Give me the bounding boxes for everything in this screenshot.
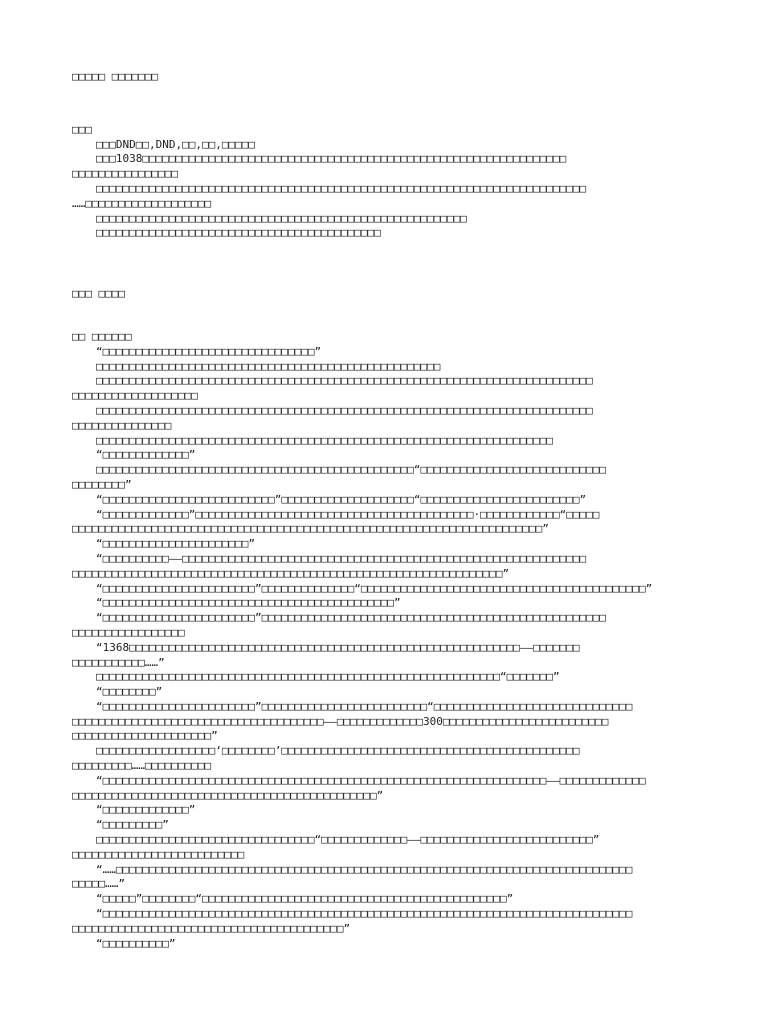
section2-line-25: □□□□□□□□□□□□□□□□□□□□□□□□□□□□□□□□□□□□□□——□□□□□□□□□□□□□300□□□□□□□□□□□□□□□□□□□□□□□□□: [72, 714, 609, 728]
section2-line-27: □□□□□□□□□□□□□□□□□□‘□□□□□□□□’□□□□□□□□□□□□□□□□□□□□□□□□□□□□□□□□□□□□□□□□□□□□□: [96, 744, 580, 758]
section2-line-10: “□□□□□□□□□□□□□□□□□□□□□□□□□□”□□□□□□□□□□□□□□□□□□□□“□□□□□□□□□□□□□□□□□□□□□□□□”: [96, 492, 587, 506]
section2-line-34: □□□□□□□□□□□□□□□□□□□□□□□□□□: [72, 847, 245, 861]
section1-line-6: □□□□□□□□□□□□□□□□□□□□□□□□□□□□□□□□□□□□□□□□□□□: [96, 226, 381, 240]
section2-line-32: “□□□□□□□□□”: [96, 818, 169, 832]
section2-line-3: □□□□□□□□□□□□□□□□□□□: [72, 389, 198, 403]
section2-line-0: “□□□□□□□□□□□□□□□□□□□□□□□□□□□□□□□□”: [96, 344, 322, 358]
section2-line-24: “□□□□□□□□□□□□□□□□□□□□□□□”□□□□□□□□□□□□□□□□□□□□□□□□□“□□□□□□□□□□□□□□□□□□□□□□□□□□□□□□: [96, 699, 633, 713]
section2-line-8: □□□□□□□□□□□□□□□□□□□□□□□□□□□□□□□□□□□□□□□□□□□□□□□□“□□□□□□□□□□□□□□□□□□□□□□□□□□□□: [96, 463, 606, 477]
section2-line-37: “□□□□□”□□□□□□□□“□□□□□□□□□□□□□□□□□□□□□□□□□□□□□□□□□□□□□□□□□□□□□□”: [96, 892, 514, 906]
section2-line-22: □□□□□□□□□□□□□□□□□□□□□□□□□□□□□□□□□□□□□□□□□□□□□□□□□□□□□□□□□□□□□“□□□□□□□”: [96, 670, 560, 684]
section2-subheading: □□ □□□□□□: [72, 329, 132, 343]
section2-line-39: □□□□□□□□□□□□□□□□□□□□□□□□□□□□□□□□□□□□□□□□□”: [72, 921, 351, 935]
section2-line-7: “□□□□□□□□□□□□□”: [96, 448, 196, 462]
section2-line-16: “□□□□□□□□□□□□□□□□□□□□□□□”□□□□□□□□□□□□□□“□□□□□□□□□□□□□□□□□□□□□□□□□□□□□□□□□□□□□□□□□□□”: [96, 581, 653, 595]
section2-line-35: “……□□□□□□□□□□□□□□□□□□□□□□□□□□□□□□□□□□□□□□□□□□□□□□□□□□□□□□□□□□□□□□□□□□□□□□□□□□□□□□: [96, 862, 633, 876]
section2-line-26: □□□□□□□□□□□□□□□□□□□□□”: [72, 729, 218, 743]
section1-line-3: □□□□□□□□□□□□□□□□□□□□□□□□□□□□□□□□□□□□□□□□□□□□□□□□□□□□□□□□□□□□□□□□□□□□□□□□□□: [96, 181, 587, 195]
section2-line-14: “□□□□□□□□□□——□□□□□□□□□□□□□□□□□□□□□□□□□□□□□□□□□□□□□□□□□□□□□□□□□□□□□□□□□□□□□: [96, 551, 587, 565]
section1-line-5: □□□□□□□□□□□□□□□□□□□□□□□□□□□□□□□□□□□□□□□□□□□□□□□□□□□□□□□□: [96, 211, 467, 225]
section1-heading: □□□: [72, 122, 92, 136]
section1-line-4: ……□□□□□□□□□□□□□□□□□□□: [72, 196, 212, 210]
section2-line-2: □□□□□□□□□□□□□□□□□□□□□□□□□□□□□□□□□□□□□□□□□□□□□□□□□□□□□□□□□□□□□□□□□□□□□□□□□□□: [96, 374, 593, 388]
section2-line-21: □□□□□□□□□□□……”: [72, 655, 165, 669]
document-page: [72, 70, 697, 951]
section2-line-9: □□□□□□□□”: [72, 477, 132, 491]
section2-line-23: “□□□□□□□□”: [96, 685, 163, 699]
section2-line-29: “□□□□□□□□□□□□□□□□□□□□□□□□□□□□□□□□□□□□□□□□□□□□□□□□□□□□□□□□□□□□□□□□□□□——□□□□□□□□□□□□□: [96, 773, 646, 787]
section2-line-15: □□□□□□□□□□□□□□□□□□□□□□□□□□□□□□□□□□□□□□□□□□□□□□□□□□□□□□□□□□□□□□□□□”: [72, 566, 510, 580]
section2-line-38: “□□□□□□□□□□□□□□□□□□□□□□□□□□□□□□□□□□□□□□□□□□□□□□□□□□□□□□□□□□□□□□□□□□□□□□□□□□□□□□□□: [96, 907, 633, 921]
section2-line-31: “□□□□□□□□□□□□□”: [96, 803, 196, 817]
section2-line-13: “□□□□□□□□□□□□□□□□□□□□□□”: [96, 537, 255, 551]
section1-line-0: □□□DND□□,DND,□□,□□,□□□□□: [96, 137, 255, 151]
document-title: □□□□□ □□□□□□□: [72, 70, 159, 83]
section2-line-40: “□□□□□□□□□□”: [96, 936, 176, 950]
section2-line-4: □□□□□□□□□□□□□□□□□□□□□□□□□□□□□□□□□□□□□□□□□□□□□□□□□□□□□□□□□□□□□□□□□□□□□□□□□□□: [96, 403, 593, 417]
section2-line-30: □□□□□□□□□□□□□□□□□□□□□□□□□□□□□□□□□□□□□□□□□□□□□□”: [72, 788, 384, 802]
section2-line-5: □□□□□□□□□□□□□□□: [72, 418, 172, 432]
section2-line-11: “□□□□□□□□□□□□□”□□□□□□□□□□□□□□□□□□□□□□□□□□□□□□□□□□□□□□□□□□·□□□□□□□□□□□□“□□□□□: [96, 507, 600, 521]
section2-line-17: “□□□□□□□□□□□□□□□□□□□□□□□□□□□□□□□□□□□□□□□□□□□□”: [96, 596, 401, 610]
section1-line-2: □□□□□□□□□□□□□□□□: [72, 167, 178, 181]
section2-line-19: □□□□□□□□□□□□□□□□□: [72, 625, 185, 639]
section1-line-1: □□□1038□□□□□□□□□□□□□□□□□□□□□□□□□□□□□□□□□□□□□□□□□□□□□□□□□□□□□□□□□□□□□□□□: [96, 152, 567, 166]
section2-line-28: □□□□□□□□□……□□□□□□□□□□: [72, 759, 212, 773]
section2-line-6: □□□□□□□□□□□□□□□□□□□□□□□□□□□□□□□□□□□□□□□□□□□□□□□□□□□□□□□□□□□□□□□□□□□□□: [96, 433, 553, 447]
section2-line-33: □□□□□□□□□□□□□□□□□□□□□□□□□□□□□□□□□“□□□□□□□□□□□□□——□□□□□□□□□□□□□□□□□□□□□□□□□□”: [96, 833, 600, 847]
section2-line-20: “1368□□□□□□□□□□□□□□□□□□□□□□□□□□□□□□□□□□□□□□□□□□□□□□□□□□□□□□□□□□□——□□□□□□□: [96, 640, 580, 654]
section2-line-1: □□□□□□□□□□□□□□□□□□□□□□□□□□□□□□□□□□□□□□□□□□□□□□□□□□□□: [96, 359, 441, 373]
section2-line-18: “□□□□□□□□□□□□□□□□□□□□□□□”□□□□□□□□□□□□□□□□□□□□□□□□□□□□□□□□□□□□□□□□□□□□□□□□□□□□: [96, 611, 606, 625]
section2-heading: □□□ □□□□: [72, 287, 125, 301]
section2-line-12: □□□□□□□□□□□□□□□□□□□□□□□□□□□□□□□□□□□□□□□□□□□□□□□□□□□□□□□□□□□□□□□□□□□□□□□”: [72, 522, 549, 536]
section2-body: [72, 345, 697, 952]
section2-line-36: □□□□□……”: [72, 877, 125, 891]
